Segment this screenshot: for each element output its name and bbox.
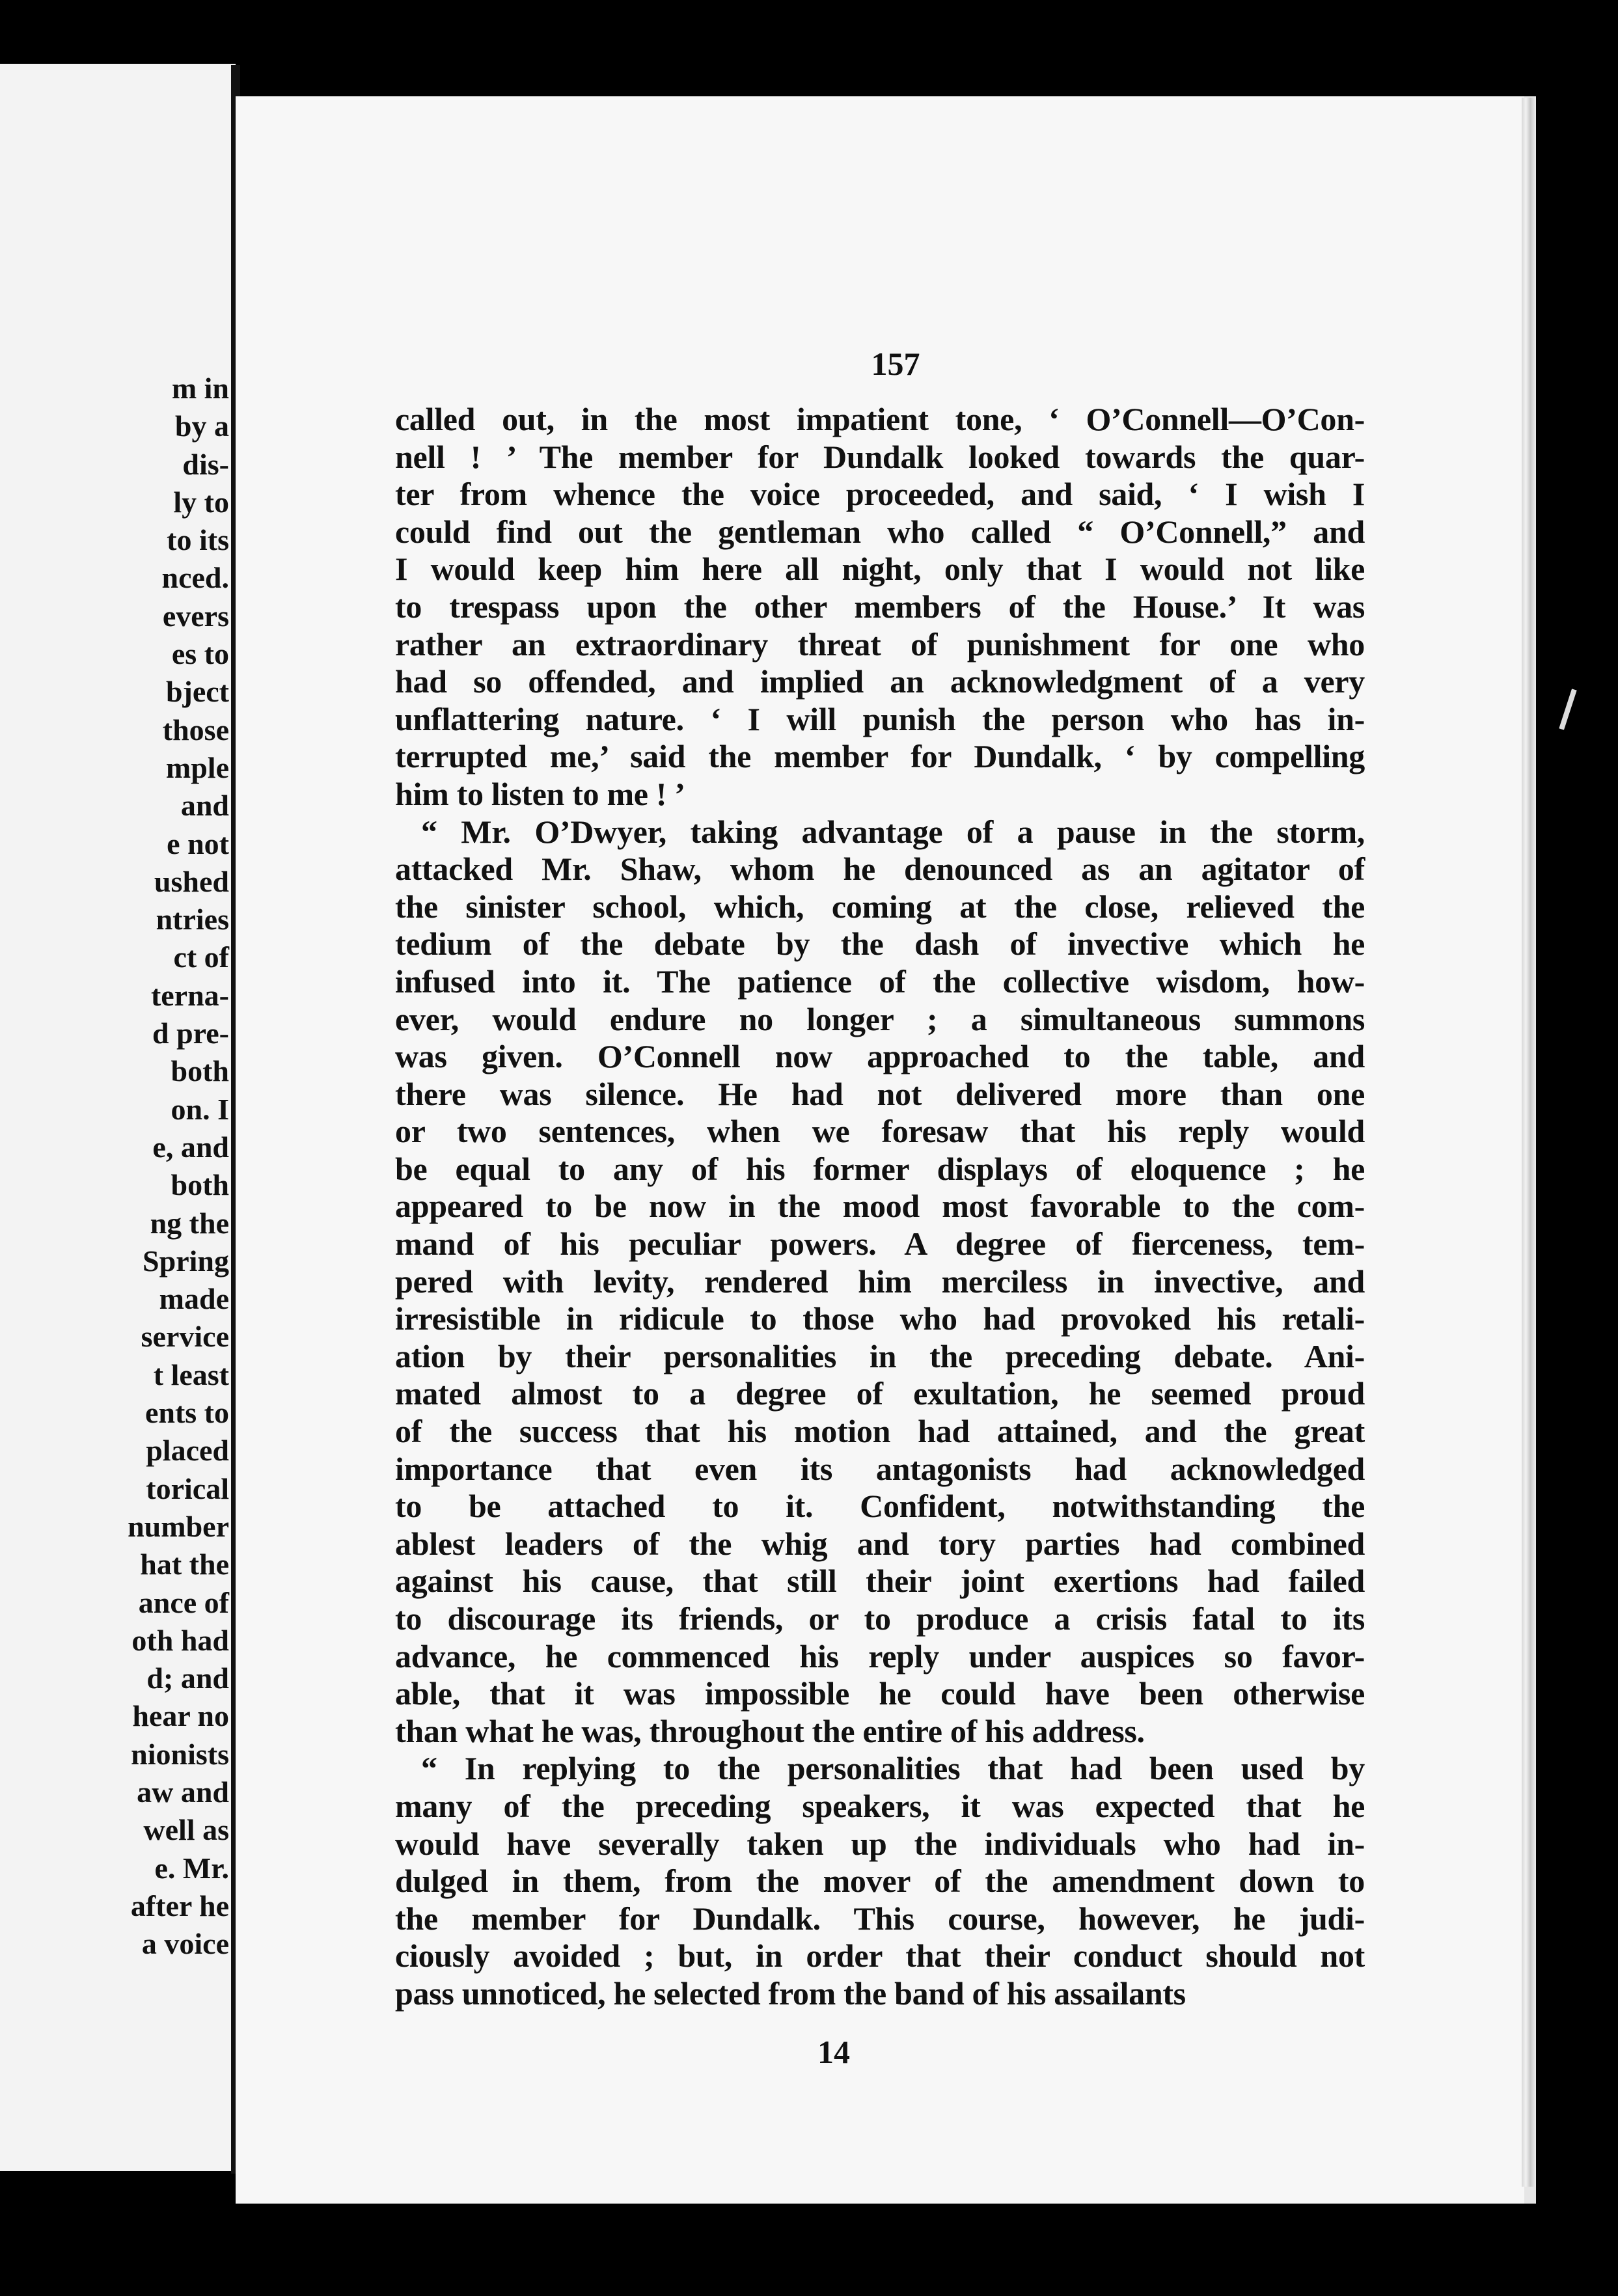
page-edge bbox=[1522, 98, 1536, 2187]
facing-page-line: nced. bbox=[161, 561, 229, 595]
text-line: able, that it was impossible he could have been otherwise bbox=[395, 1675, 1365, 1712]
text-line: appeared to be now in the mood most favorable to the com- bbox=[395, 1188, 1365, 1225]
facing-page-line: and bbox=[180, 789, 229, 823]
facing-page-line: e not bbox=[167, 827, 229, 860]
text-line: mand of his peculiar powers. A degree of fierceness, tem- bbox=[395, 1225, 1365, 1263]
facing-page-line: ushed bbox=[154, 864, 229, 898]
text-line: ciously avoided ; but, in order that their conduct should not bbox=[395, 1937, 1365, 1975]
text-line: pass unnoticed, he selected from the band of his assailants bbox=[395, 1975, 1186, 2012]
facing-page-line: placed bbox=[146, 1434, 229, 1468]
facing-page-text bbox=[0, 370, 236, 1963]
text-line: nell ! ’ The member for Dundalk looked towards the quar- bbox=[395, 438, 1365, 475]
facing-page-line: to its bbox=[167, 523, 229, 557]
text-line: attacked Mr. Shaw, whom he denounced as an agitator of bbox=[395, 851, 1365, 888]
facing-page-line: Spring bbox=[143, 1244, 229, 1278]
text-line: could find out the gentleman who called “ O’Connell,” and bbox=[395, 513, 1365, 550]
facing-page-line: number bbox=[128, 1509, 229, 1543]
text-line: was given. O’Connell now approached to the table, and bbox=[395, 1038, 1365, 1075]
text-line: I would keep him here all night, only that I would not like bbox=[395, 551, 1365, 588]
text-line: dulged in them, from the mover of the amendment down to bbox=[395, 1863, 1365, 1900]
facing-page-line: m in bbox=[171, 372, 229, 405]
facing-page-line: terna- bbox=[150, 978, 229, 1012]
text-line: terrupted me,’ said the member for Dundalk, ‘ by compelling bbox=[395, 738, 1365, 775]
text-line: him to listen to me ! ’ bbox=[395, 775, 685, 812]
facing-page-line: dis- bbox=[182, 447, 229, 481]
facing-page-line: hat the bbox=[140, 1548, 229, 1581]
text-line: the sinister school, which, coming at the close, relieved the bbox=[395, 888, 1365, 925]
facing-page-line: on. I bbox=[171, 1092, 229, 1126]
facing-page-line: evers bbox=[162, 599, 229, 633]
text-line: to be attached to it. Confident, notwithstanding the bbox=[395, 1488, 1365, 1525]
facing-page-line: both bbox=[171, 1054, 229, 1088]
facing-page-line: those bbox=[162, 713, 229, 746]
facing-page-line: nionists bbox=[131, 1737, 229, 1771]
facing-page-line: made bbox=[159, 1282, 229, 1316]
page-number: 157 bbox=[871, 346, 920, 382]
text-line: importance that even its antagonists had acknowledged bbox=[395, 1450, 1365, 1487]
scan-artifact bbox=[1559, 689, 1576, 730]
facing-page-fragment bbox=[0, 64, 236, 2171]
facing-page-line: ct of bbox=[173, 940, 229, 974]
text-line: rather an extraordinary threat of punishment for one who bbox=[395, 625, 1365, 663]
facing-page-line: well as bbox=[143, 1813, 229, 1847]
text-line: ever, would endure no longer ; a simultaneous summons bbox=[395, 1000, 1365, 1037]
text-line: called out, in the most impatient tone, ‘ O’Connell—O’Con- bbox=[395, 401, 1365, 437]
text-line: mated almost to a degree of exultation, he seemed proud bbox=[395, 1375, 1365, 1412]
facing-page-line: mple bbox=[165, 750, 229, 784]
text-line: ation by their personalities in the preceding debate. Ani- bbox=[395, 1337, 1365, 1374]
facing-page-line: a voice bbox=[141, 1927, 229, 1961]
text-line: the member for Dundalk. This course, however, he judi- bbox=[395, 1900, 1365, 1937]
text-line: to discourage its friends, or to produce a crisis fatal to its bbox=[395, 1600, 1365, 1637]
text-line: unflattering nature. ‘ I will punish the person who has in- bbox=[395, 700, 1365, 737]
text-line: than what he was, throughout the entire of his address. bbox=[395, 1712, 1145, 1749]
facing-page-line: ng the bbox=[150, 1206, 229, 1240]
text-line: ablest leaders of the whig and tory parties had combined bbox=[395, 1525, 1365, 1562]
body-text bbox=[395, 401, 1365, 2013]
text-line: “ In replying to the personalities that had been used by bbox=[421, 1750, 1365, 1787]
facing-page-line: ly to bbox=[173, 485, 229, 519]
text-line: pered with levity, rendered him merciless in invective, and bbox=[395, 1263, 1365, 1300]
book-page bbox=[236, 96, 1536, 2204]
facing-page-line: hear no bbox=[132, 1699, 229, 1733]
facing-page-line: oth had bbox=[131, 1623, 229, 1657]
text-line: irresistible in ridicule to those who had provoked his retali- bbox=[395, 1300, 1365, 1337]
facing-page-line: d pre- bbox=[152, 1017, 229, 1050]
text-line: tedium of the debate by the dash of invective which he bbox=[395, 925, 1365, 963]
text-line: had so offended, and implied an acknowledgment of a very bbox=[395, 663, 1365, 700]
facing-page-line: d; and bbox=[146, 1661, 229, 1695]
text-line: advance, he commenced his reply under auspices so favor- bbox=[395, 1637, 1365, 1674]
facing-page-line: service bbox=[141, 1320, 229, 1354]
text-line: to trespass upon the other members of the House.’ It was bbox=[395, 588, 1365, 625]
facing-page-line: ents to bbox=[144, 1396, 229, 1430]
text-line: of the success that his motion had attained, and the great bbox=[395, 1413, 1365, 1450]
text-line: infused into it. The patience of the collective wisdom, how- bbox=[395, 963, 1365, 1000]
text-line: ter from whence the voice proceeded, and said, ‘ I wish I bbox=[395, 476, 1365, 513]
facing-page-line: e. Mr. bbox=[154, 1851, 229, 1885]
facing-page-line: es to bbox=[171, 637, 229, 671]
text-line: many of the preceding speakers, it was expected that he bbox=[395, 1787, 1365, 1824]
facing-page-line: both bbox=[171, 1168, 229, 1202]
facing-page-line: after he bbox=[130, 1889, 229, 1922]
facing-page-line: ance of bbox=[138, 1585, 229, 1619]
text-line: there was silence. He had not delivered more than one bbox=[395, 1075, 1365, 1112]
facing-page-line: by a bbox=[174, 409, 229, 443]
facing-page-line: bject bbox=[165, 675, 229, 709]
text-line: “ Mr. O’Dwyer, taking advantage of a pause in the storm, bbox=[421, 813, 1365, 850]
text-line: against his cause, that still their joint exertions had failed bbox=[395, 1563, 1365, 1600]
facing-page-line: ntries bbox=[156, 903, 229, 936]
text-line: or two sentences, when we foresaw that his reply would bbox=[395, 1113, 1365, 1150]
signature-mark: 14 bbox=[817, 2034, 850, 2070]
text-line: be equal to any of his former displays of eloquence ; he bbox=[395, 1150, 1365, 1187]
facing-page-line: aw and bbox=[137, 1775, 229, 1809]
text-line: would have severally taken up the individuals who had in- bbox=[395, 1825, 1365, 1862]
facing-page-line: torical bbox=[146, 1471, 229, 1505]
facing-page-line: e, and bbox=[152, 1130, 229, 1164]
facing-page-line: t least bbox=[153, 1358, 229, 1391]
